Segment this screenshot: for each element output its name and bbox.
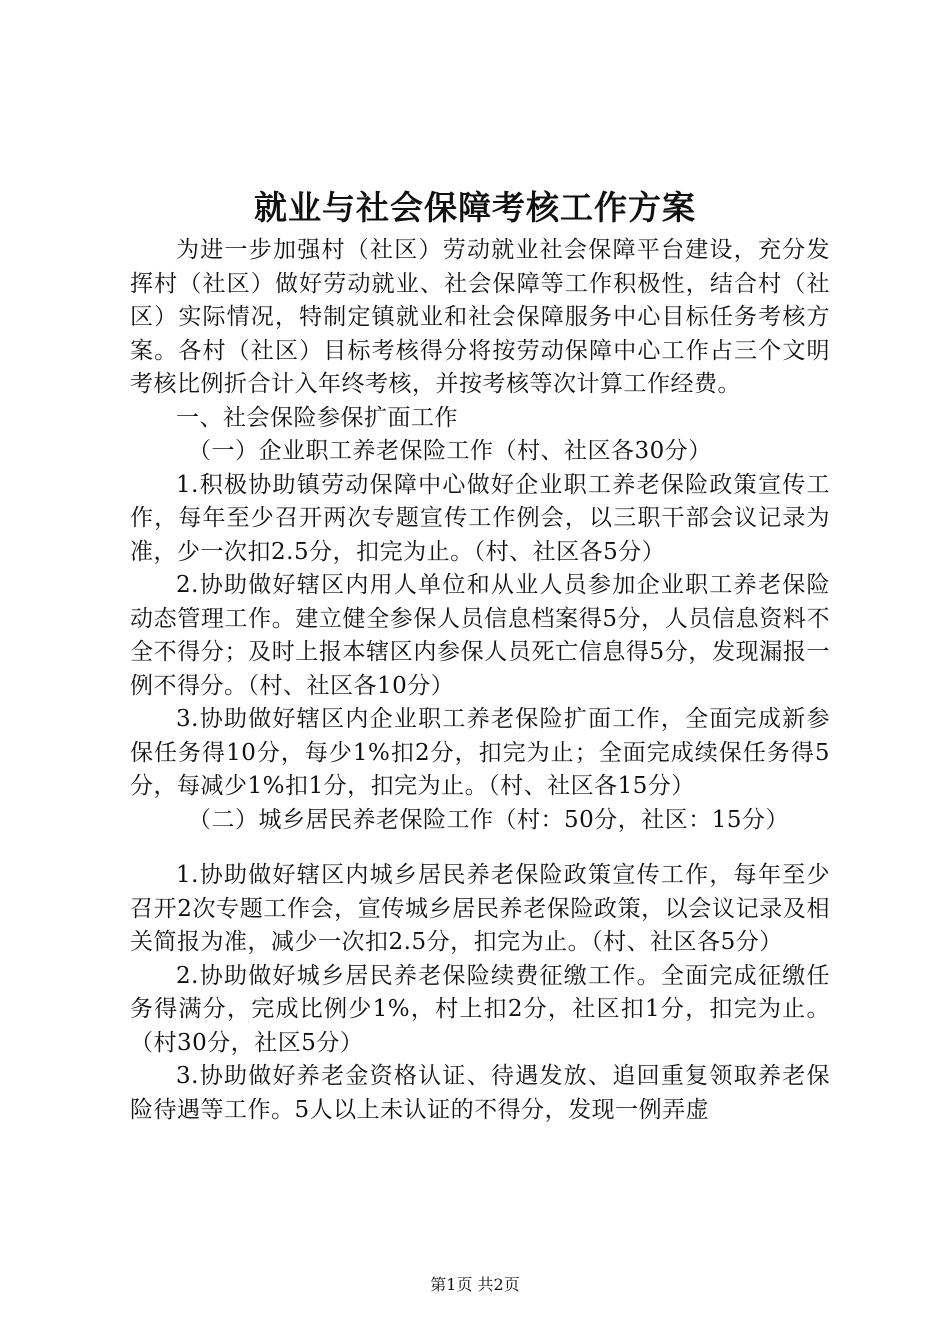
intro-paragraph: 为进一步加强村（社区）劳动就业社会保障平台建设，充分发挥村（社区）做好劳动就业、社会保障等工作积极性，结合村（社区）实际情况，特制定镇就业和社会保障服务中心目标任务考核方案。各村（社区）目标考核得分将按劳动保障中心工作占三个文明考核比例折合计入年终考核，并按考核等次计算工作经费。: [130, 237, 830, 397]
page-footer: 第1页 共2页: [430, 1275, 520, 1294]
list-item: 1.协助做好辖区内城乡居民养老保险政策宣传工作，每年至少召开2次专题工作会，宣传城乡居民养老保险政策，以会议记录及相关简报为准，减少一次扣2.5分，扣完为止。（村、社区各5分）: [130, 862, 830, 955]
list-item: 3.协助做好养老金资格认证、待遇发放、追回重复领取养老保险待遇等工作。5人以上未认证的不得分，发现一例弄虚: [130, 1063, 830, 1123]
document-body: [130, 234, 830, 1127]
subsection-heading: （一）企业职工养老保险工作（村、社区各30分）: [188, 438, 712, 464]
list-item: 3.协助做好辖区内企业职工养老保险扩面工作，全面完成新参保任务得10分，每少1%扣2分，扣完为止；全面完成续保任务得5分，每减少1%扣1分，扣完为止。（村、社区各15分）: [130, 706, 830, 799]
document-title: 就业与社会保障考核工作方案: [254, 188, 696, 227]
section-heading: 一、社会保险参保扩面工作: [176, 404, 458, 431]
list-item: 1.积极协助镇劳动保障中心做好企业职工养老保险政策宣传工作，每年至少召开两次专题宣传工作例会，以三职干部会议记录为准，少一次扣2.5分，扣完为止。（村、社区各5分）: [130, 471, 830, 565]
list-item: 2.协助做好城乡居民养老保险续费征缴工作。全面完成征缴任务得满分，完成比例少1%，村上扣2分，社区扣1分，扣完为止。（村30分，社区5分）: [130, 962, 830, 1056]
paragraph-spacer: [130, 837, 830, 859]
subsection-heading: （二）城乡居民养老保险工作（村：50分，社区：15分）: [188, 806, 790, 833]
list-item: 2.协助做好辖区内用人单位和从业人员参加企业职工养老保险动态管理工作。建立健全参保人员信息档案得5分，人员信息资料不全不得分；及时上报本辖区内参保人员死亡信息得5分，发现漏报一例不得分。（村、社区各10分）: [130, 572, 830, 699]
